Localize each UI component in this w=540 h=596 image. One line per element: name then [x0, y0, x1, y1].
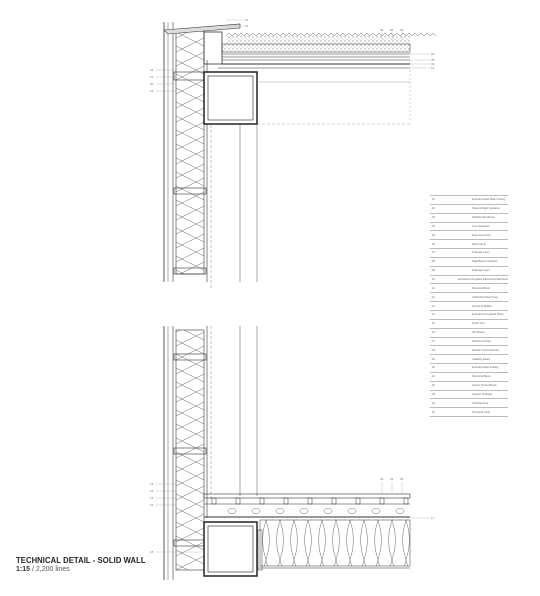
legend-number: 13: [432, 304, 435, 308]
legend-number: 02: [432, 207, 435, 211]
legend-number: 05: [432, 233, 435, 237]
legend-row: [430, 275, 508, 284]
legend-text: GLT Board: [472, 331, 485, 335]
legend-text: Structural Mullion: [472, 304, 493, 308]
callout-label: 01: [245, 18, 249, 22]
lower-wall-insulation: [176, 330, 204, 570]
legend-number: 15: [432, 322, 435, 326]
legend-row: [430, 213, 508, 222]
roof-vegetation: [226, 36, 410, 44]
legend-text: Reinforced Stud: [472, 339, 491, 343]
drawing-title: TECHNICAL DETAIL - SOLID WALL: [16, 555, 146, 565]
callout-label: 17: [431, 516, 435, 520]
legend-text: Rigid Board Insulation: [472, 260, 498, 264]
legend-number: 18: [432, 348, 435, 352]
legend-text: Filter Fabric: [472, 242, 486, 246]
drawing-scale-line: [16, 565, 160, 575]
callout-label: 02: [245, 24, 249, 28]
legend-row: [430, 301, 508, 310]
legend-number: 17: [432, 339, 435, 343]
callout-label: 08: [431, 58, 435, 62]
legend-text: Extruded Steel Plate Closing: [472, 198, 506, 202]
legend-number: 23: [432, 392, 435, 396]
legend-number: 24: [432, 401, 435, 405]
legend-number: 10: [432, 278, 435, 282]
legend-text: Cladding Board: [472, 357, 490, 361]
legend-text: Finish Trim: [472, 322, 485, 326]
callout-label: 18: [150, 550, 154, 554]
legend-text: Tapered Rigid Insulation: [472, 207, 500, 211]
legend-row: [430, 239, 508, 248]
legend-row: [430, 363, 508, 372]
drawing-lines: 2,200 lines: [35, 566, 70, 573]
legend-row: [430, 345, 508, 354]
callout-label: 15: [150, 496, 154, 500]
material-legend: [430, 195, 508, 417]
legend-row: [430, 283, 508, 292]
legend-number: 25: [432, 410, 435, 414]
legend-text: Drainage Layer: [472, 251, 490, 255]
legend-row: [430, 195, 508, 204]
legend-number: 11: [432, 286, 435, 290]
legend-row: [430, 257, 508, 266]
callout-label: 10: [431, 66, 435, 70]
callout-label: 21: [150, 75, 154, 79]
legend-text: Weather Membrane: [472, 216, 495, 220]
legend-row: [430, 398, 508, 407]
legend-number: 04: [432, 224, 435, 228]
legend-number: 09: [432, 269, 435, 273]
callout-label: 25: [400, 477, 404, 481]
callout-label: 23: [380, 477, 384, 481]
callout-label: 05: [390, 28, 394, 32]
legend-number: 03: [432, 216, 435, 220]
title-block: [16, 555, 160, 575]
floor-insulation: [260, 520, 410, 566]
callout-label: 03: [431, 52, 435, 56]
callout-label: 22: [150, 68, 154, 72]
legend-row: [430, 407, 508, 417]
legend-row: [430, 354, 508, 363]
legend-number: 14: [432, 313, 435, 317]
drawing-scale: 1:15: [16, 566, 31, 573]
callout-label: 24: [390, 477, 394, 481]
legend-number: 19: [432, 357, 435, 361]
legend-number: 06: [432, 242, 435, 246]
legend-text: Engineered Soil: [472, 233, 491, 237]
legend-row: [430, 204, 508, 213]
legend-row: [430, 372, 508, 381]
legend-text: Structural Beam: [472, 375, 491, 379]
callout-label: 19: [150, 89, 154, 93]
legend-number: 22: [432, 384, 435, 388]
callout-label: 06: [400, 28, 404, 32]
legend-text: Mounting Block: [472, 286, 490, 290]
legend-text: Drainage Layer: [472, 269, 490, 273]
callout-label: 16: [150, 503, 154, 507]
legend-text: Extruded Steel Grating: [472, 366, 499, 370]
legend-row: [430, 328, 508, 337]
legend-text: Interior Timber Board: [472, 384, 497, 388]
upper-steel-beam: [204, 72, 257, 124]
callout-label: 20: [150, 82, 154, 86]
legend-number: 20: [432, 366, 435, 370]
scale-separator: /: [31, 566, 36, 573]
legend-number: 07: [432, 251, 435, 255]
legend-row: [430, 310, 508, 319]
legend-text: Extruded Corrugated Sheet: [472, 313, 504, 317]
legend-text: Wooden Stud Structure: [472, 348, 499, 352]
legend-text: Extruded Corrugated Reinforced Slab Deck: [458, 278, 508, 282]
legend-number: 21: [432, 375, 435, 379]
upper-wall-insulation: [176, 30, 204, 274]
legend-row: [430, 230, 508, 239]
legend-row: [430, 248, 508, 257]
callout-label: 09: [431, 62, 435, 66]
legend-number: 08: [432, 260, 435, 264]
legend-row: [430, 266, 508, 275]
legend-number: 01: [432, 198, 435, 202]
lower-steel-beam: [204, 522, 257, 576]
callout-label: 13: [150, 482, 154, 486]
legend-row: [430, 319, 508, 328]
legend-number: 12: [432, 295, 435, 299]
callout-label: 04: [380, 28, 384, 32]
upper-wall-detail: [156, 20, 436, 290]
callout-label: 14: [150, 489, 154, 493]
legend-row: [430, 337, 508, 346]
legend-text: Low Vegetation: [472, 224, 490, 228]
legend-text: Structural Lintel: [472, 410, 491, 414]
legend-row: [430, 390, 508, 399]
legend-row: [430, 222, 508, 231]
lower-wall-detail: [156, 326, 430, 580]
legend-text: Support Pedestal: [472, 392, 492, 396]
legend-text: Underlayment: [472, 401, 489, 405]
legend-text: Unfinished Steel Truss: [472, 295, 498, 299]
legend-number: 16: [432, 331, 435, 335]
legend-row: [430, 381, 508, 390]
legend-row: [430, 292, 508, 301]
